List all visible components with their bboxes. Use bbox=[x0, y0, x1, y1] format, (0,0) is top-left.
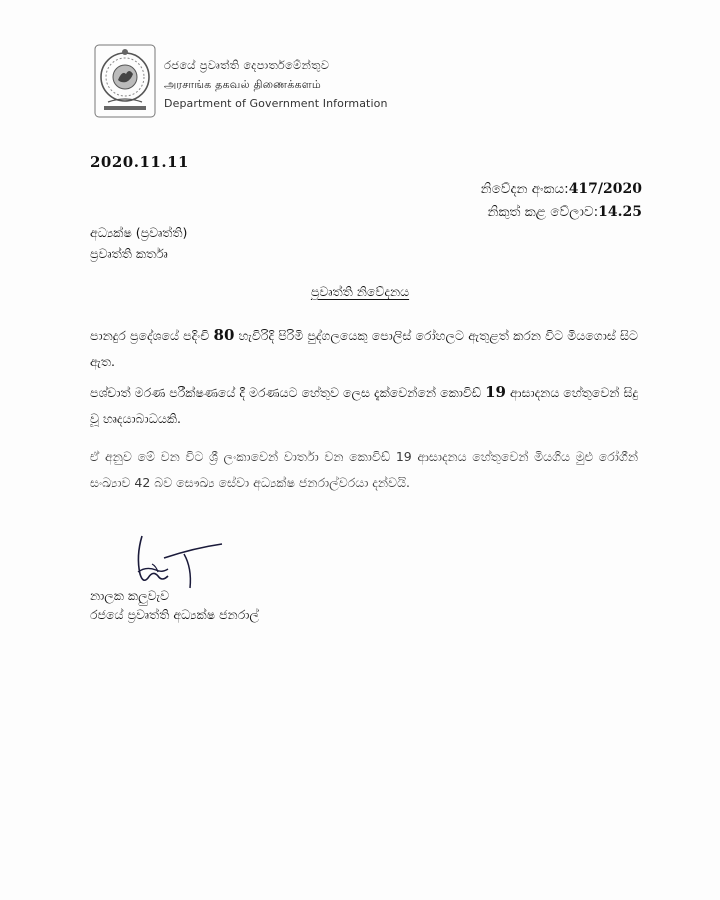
sri-lanka-emblem-icon bbox=[94, 44, 156, 118]
letterhead-sinhala: රජයේ ප්‍රවෘත්ති දෙපාර්තමේන්තුව bbox=[164, 58, 330, 72]
paragraph-1 bbox=[90, 322, 638, 375]
signatory-title: රජයේ ප්‍රවෘත්ති අධ්‍යක්ෂ ජනරාල් bbox=[90, 607, 259, 622]
heading-text: ප්‍රවෘත්ති නිවේදනය bbox=[310, 284, 410, 299]
release-time-value: 14.25 bbox=[598, 204, 642, 220]
letterhead bbox=[94, 44, 414, 120]
paragraph-3: ඒ අනුව මේ වන විට ශ්‍රී ලංකාවෙන් වාර්තා වන කොවිඩ් 19 ආසාදනය හේතුවෙන් මියගිය මුළු රෝගීන් සංඛ්‍යාව 42 බව සෞඛ්‍ය සේවා අධ්‍යක්ෂ ජනරාල්වරයා දන්වයි. bbox=[90, 449, 638, 490]
letterhead-english: Department of Government Information bbox=[164, 97, 388, 110]
signatory-name: නාලක කලුවැව bbox=[90, 588, 170, 603]
document-heading bbox=[0, 284, 720, 300]
p1-text-a: පානදුර ප්‍රදේශයේ පදිංචි bbox=[90, 328, 214, 343]
paragraph-2 bbox=[90, 379, 638, 432]
release-number bbox=[481, 181, 642, 197]
document-date: 2020.11.11 bbox=[90, 153, 189, 171]
release-number-value: 417/2020 bbox=[568, 181, 642, 197]
p1-text-b: හැවිරිදි පිරිමි පුද්ගලයෙකු පොලිස් රෝහලට ඇතුළත් කරන විට මියගොස් සිට ඇත. bbox=[90, 328, 638, 369]
release-time-label: නිකුත් කළ වේලාව: bbox=[487, 204, 599, 220]
release-number-label: නිවේදන අංකය: bbox=[480, 181, 569, 197]
p2-covid-number: 19 bbox=[485, 383, 506, 401]
addressee-line-2: ප්‍රවෘත්ති කර්තෘ bbox=[90, 246, 168, 261]
letterhead-tamil: அரசாங்க தகவல் திணைக்களம் bbox=[164, 78, 321, 91]
p2-text-a: පශ්චාත් මරණ පරීක්ෂණයේ දී මරණයට හේතුව ලෙස දැක්වෙන්නේ කොවිඩ් bbox=[90, 385, 486, 400]
addressee-line-1: අධ්‍යක්ෂ (ප්‍රවෘත්ති) bbox=[90, 225, 188, 240]
p1-age: 80 bbox=[213, 326, 235, 344]
release-time bbox=[488, 204, 642, 220]
p2-text-b: ආසාදනය හේතුවෙන් සිදු වූ හෘදයාබාධයකි. bbox=[90, 385, 639, 426]
